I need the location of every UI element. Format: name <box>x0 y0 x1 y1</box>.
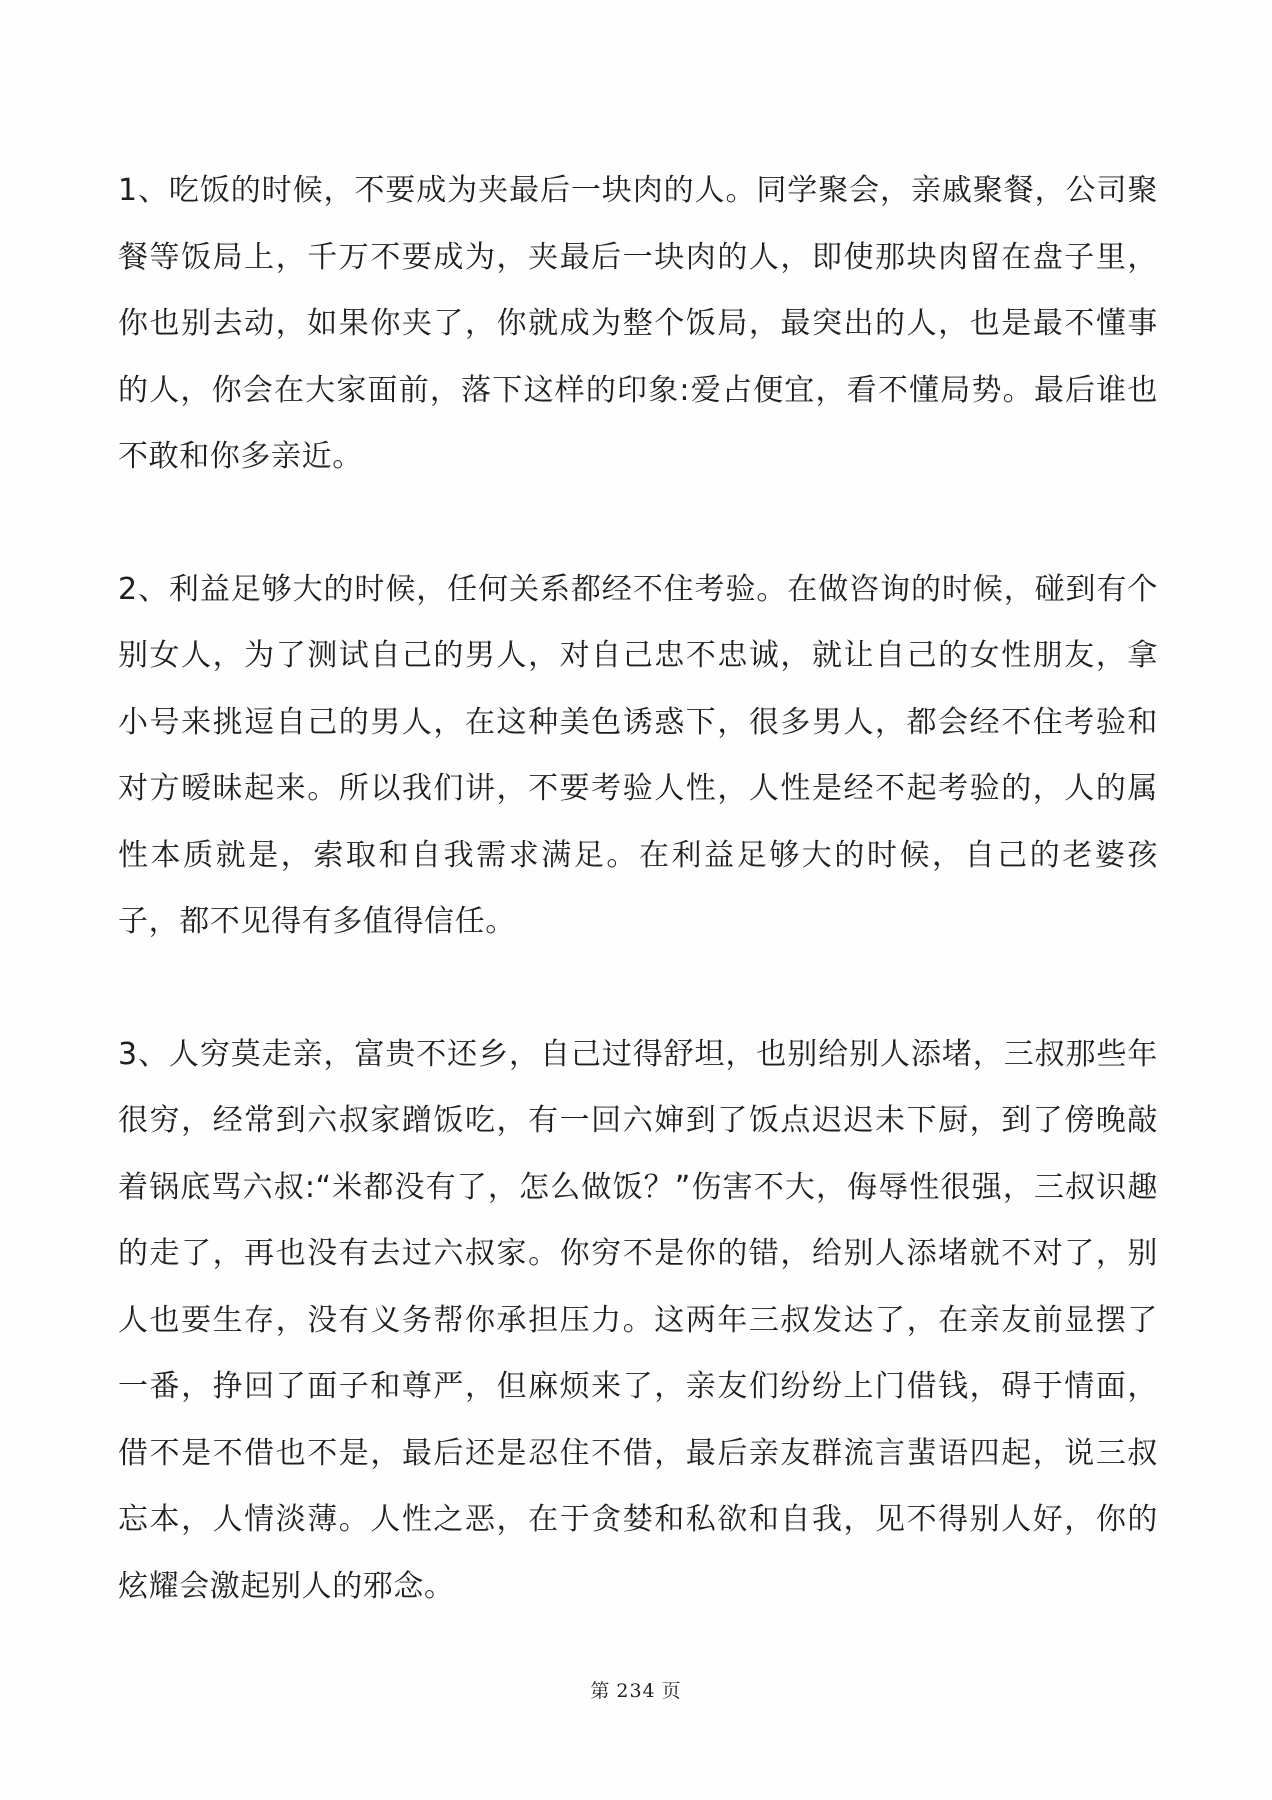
paragraph-3: 3、人穷莫走亲，富贵不还乡，自己过得舒坦，也别给别人添堵，三叔那些年很穷，经常到六叔家蹭饭吃，有一回六婶到了饭点迟迟未下厨，到了傍晚敲着锅底骂六叔:“米都没有了，怎么做饭？”伤害不大，侮辱性很强，三叔识趣的走了，再也没有去过六叔家。你穷不是你的错，给别人添堵就不对了，别人也要生存，没有义务帮你承担压力。这两年三叔发达了，在亲友前显摆了一番，挣回了面子和尊严，但麻烦来了，亲友们纷纷上门借钱，碍于情面，借不是不借也不是，最后还是忍住不借，最后亲友群流言蜚语四起，说三叔忘本，人情淡薄。人性之恶，在于贪婪和私欲和自我，见不得别人好，你的炫耀会激起别人的邪念。 <box>118 1036 1158 1604</box>
document-body <box>118 158 1158 1620</box>
paragraph-2: 2、利益足够大的时候，任何关系都经不住考验。在做咨询的时候，碰到有个别女人，为了测试自己的男人，对自己忠不忠诚，就让自己的女性朋友，拿小号来挑逗自己的男人，在这种美色诱惑下，很多男人，都会经不住考验和对方暧昧起来。所以我们讲，不要考验人性，人性是经不起考验的，人的属性本质就是，索取和自我需求满足。在利益足够大的时候，自己的老婆孩子，都不见得有多值得信任。 <box>118 571 1158 939</box>
page-prefix: 第 <box>590 1680 611 1702</box>
paragraph-1: 1、吃饭的时候，不要成为夹最后一块肉的人。同学聚会，亲戚聚餐，公司聚餐等饭局上，千万不要成为，夹最后一块肉的人，即使那块肉留在盘子里，你也别去动，如果你夹了，你就成为整个饭局，最突出的人，也是最不懂事的人，你会在大家面前，落下这样的印象:爱占便宜，看不懂局势。最后谁也不敢和你多亲近。 <box>118 173 1158 474</box>
page-footer <box>0 1676 1272 1703</box>
page-number: 234 <box>616 1680 656 1702</box>
page-suffix: 页 <box>661 1680 682 1702</box>
